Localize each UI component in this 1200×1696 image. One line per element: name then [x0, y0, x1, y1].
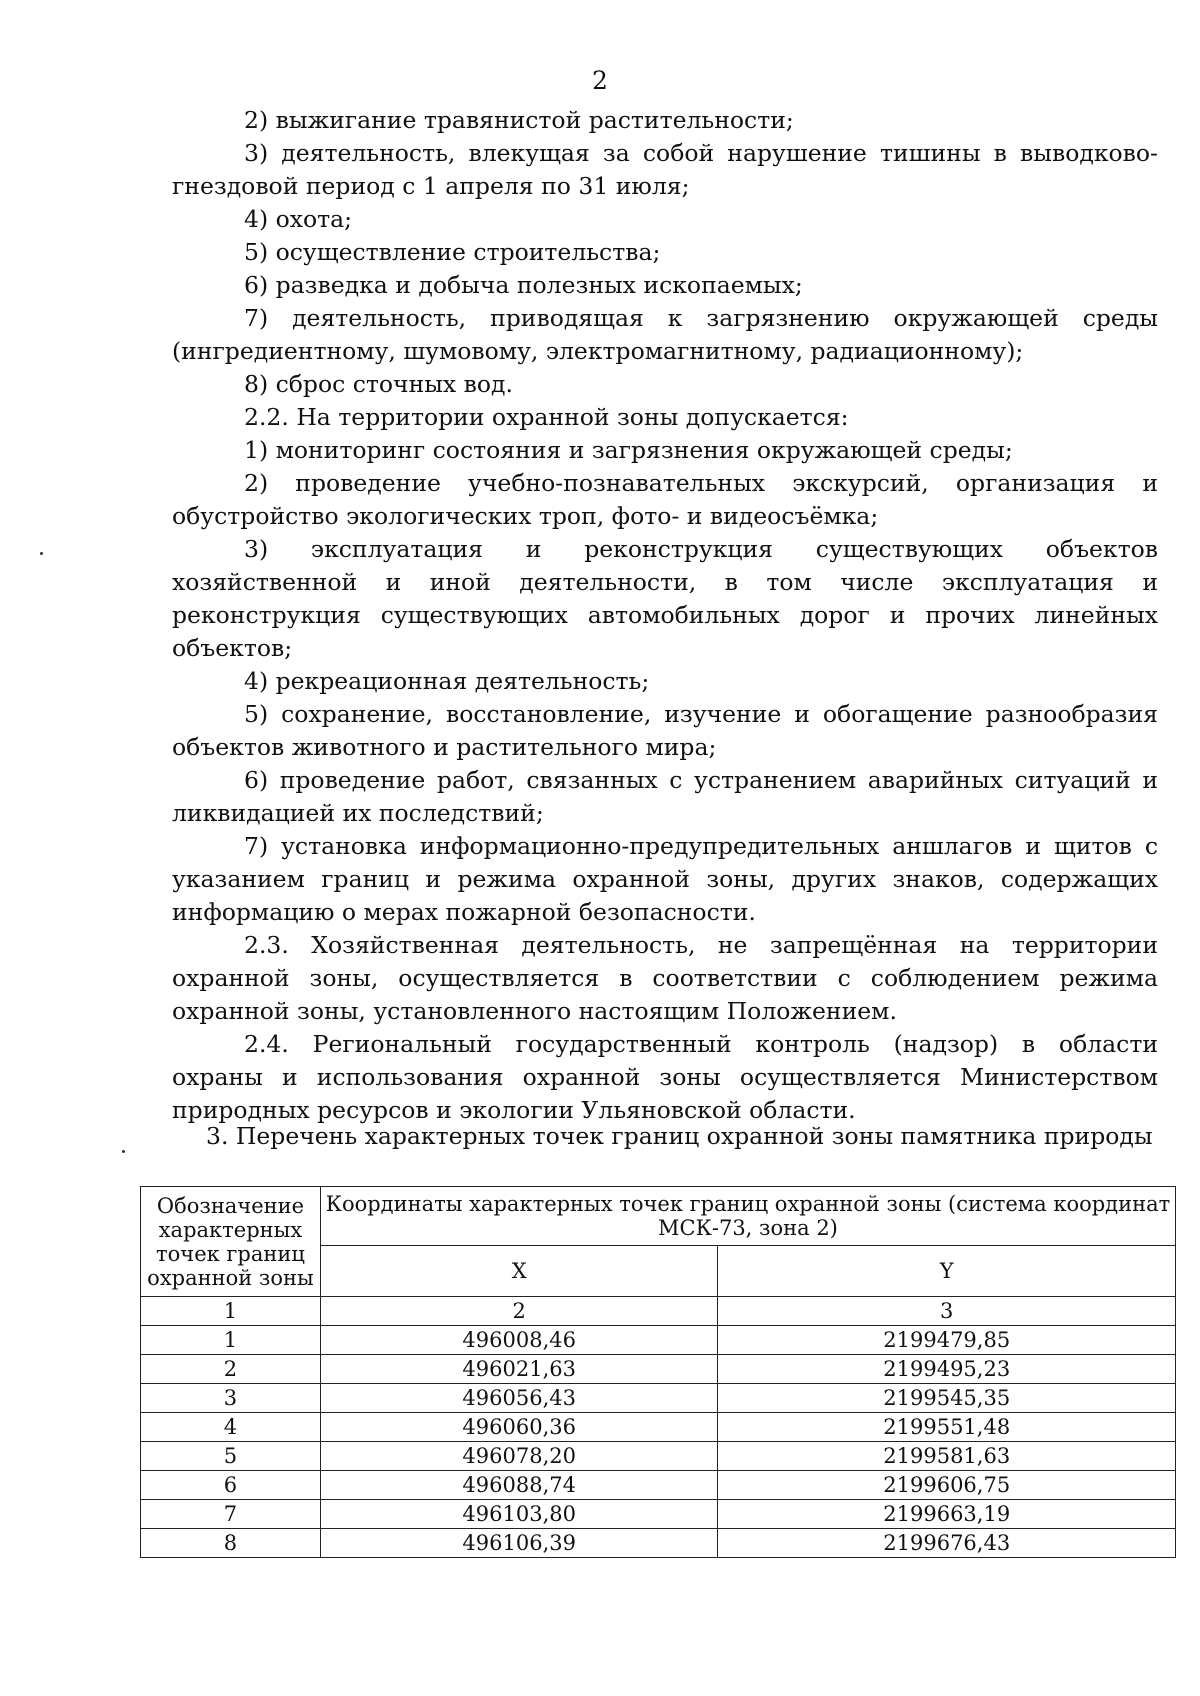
- paragraph: 1) мониторинг состояния и загрязнения окружающей среды;: [244, 436, 1013, 464]
- table-cell: 2199663,19: [718, 1500, 1176, 1529]
- paragraph: 2.4. Региональный государственный контроль (надзор) в области охраны и использования охранной зоны осуществляется Министерством природных ресурсов и экологии Ульяновской области.: [172, 1030, 1158, 1124]
- table-cell: 1: [141, 1297, 321, 1326]
- table-cell: 496088,74: [320, 1471, 718, 1500]
- table-cell: 496021,63: [320, 1355, 718, 1384]
- table-cell: 8: [141, 1529, 321, 1558]
- table-index-row: [141, 1297, 1176, 1326]
- table-cell: 2199551,48: [718, 1413, 1176, 1442]
- table-cell: 7: [141, 1500, 321, 1529]
- paragraph: 3) эксплуатация и реконструкция существующих объектов хозяйственной и иной деятельности, в том числе эксплуатация и реконструкция существующих автомобильных дорог и прочих линейных объектов;: [172, 535, 1158, 662]
- paragraph: 7) деятельность, приводящая к загрязнению окружающей среды (ингредиентному, шумовому, электромагнитному, радиационному);: [172, 304, 1158, 365]
- table-cell: 2199545,35: [718, 1384, 1176, 1413]
- table-cell: 2199495,23: [718, 1355, 1176, 1384]
- paragraph: 4) рекреационная деятельность;: [244, 667, 650, 695]
- paragraph: 2.3. Хозяйственная деятельность, не запрещённая на территории охранной зоны, осуществляется в соответствии с соблюдением режима охранной зоны, установленного настоящим Положением.: [172, 931, 1158, 1025]
- table-cell: 496078,20: [320, 1442, 718, 1471]
- paragraph: 5) осуществление строительства;: [244, 238, 661, 266]
- table-cell: 496060,36: [320, 1413, 718, 1442]
- body-text: [172, 104, 1158, 1127]
- table-row: [141, 1471, 1176, 1500]
- table-cell: 5: [141, 1442, 321, 1471]
- table-row: [141, 1384, 1176, 1413]
- page-number: 2: [592, 66, 608, 95]
- table-cell: 496056,43: [320, 1384, 718, 1413]
- table-cell: 3: [718, 1297, 1176, 1326]
- scan-speck: [122, 1150, 125, 1153]
- paragraph: 3) деятельность, влекущая за собой нарушение тишины в выводково-гнездовой период с 1 апреля по 31 июля;: [172, 139, 1158, 200]
- scan-speck: [40, 552, 43, 555]
- table-cell: 496103,80: [320, 1500, 718, 1529]
- table-cell: 2199479,85: [718, 1326, 1176, 1355]
- paragraph: 7) установка информационно-предупредительных аншлагов и щитов с указанием границ и режима охранной зоны, других знаков, содержащих информацию о мерах пожарной безопасности.: [172, 832, 1158, 926]
- paragraph: 8) сброс сточных вод.: [244, 370, 513, 398]
- table-cell: 2199606,75: [718, 1471, 1176, 1500]
- paragraph: 4) охота;: [244, 205, 353, 233]
- table-cell: 2199676,43: [718, 1529, 1176, 1558]
- paragraph: 5) сохранение, восстановление, изучение и обогащение разнообразия объектов животного и растительного мира;: [172, 700, 1158, 761]
- table-cell: 2: [141, 1355, 321, 1384]
- paragraph: 6) проведение работ, связанных с устранением аварийных ситуаций и ликвидацией их последствий;: [172, 766, 1158, 827]
- table-cell: 2199581,63: [718, 1442, 1176, 1471]
- header-point-designation: Обозначение характерных точек границ охранной зоны: [141, 1187, 321, 1297]
- paragraph: 2) проведение учебно-познавательных экскурсий, организация и обустройство экологических троп, фото- и видеосъёмка;: [172, 469, 1158, 530]
- table-row: [141, 1442, 1176, 1471]
- paragraph: 2.2. На территории охранной зоны допускается:: [244, 403, 849, 431]
- header-coordinates: Координаты характерных точек границ охранной зоны (система координат МСК-73, зона 2): [320, 1187, 1175, 1246]
- table-cell: 496008,46: [320, 1326, 718, 1355]
- section-heading: 3. Перечень характерных точек границ охранной зоны памятника природы: [206, 1122, 1153, 1150]
- header-x: X: [320, 1246, 718, 1297]
- table-row: [141, 1413, 1176, 1442]
- table-cell: 4: [141, 1413, 321, 1442]
- table-cell: 2: [320, 1297, 718, 1326]
- table-cell: 6: [141, 1471, 321, 1500]
- paragraph: 2) выжигание травянистой растительности;: [244, 106, 794, 134]
- table-row: [141, 1529, 1176, 1558]
- table-row: [141, 1500, 1176, 1529]
- table-cell: 3: [141, 1384, 321, 1413]
- table-cell: 496106,39: [320, 1529, 718, 1558]
- table-cell: 1: [141, 1326, 321, 1355]
- table-row: [141, 1355, 1176, 1384]
- table-row: [141, 1326, 1176, 1355]
- header-y: Y: [718, 1246, 1176, 1297]
- paragraph: 6) разведка и добыча полезных ископаемых;: [244, 271, 803, 299]
- coordinates-table: [140, 1186, 1176, 1558]
